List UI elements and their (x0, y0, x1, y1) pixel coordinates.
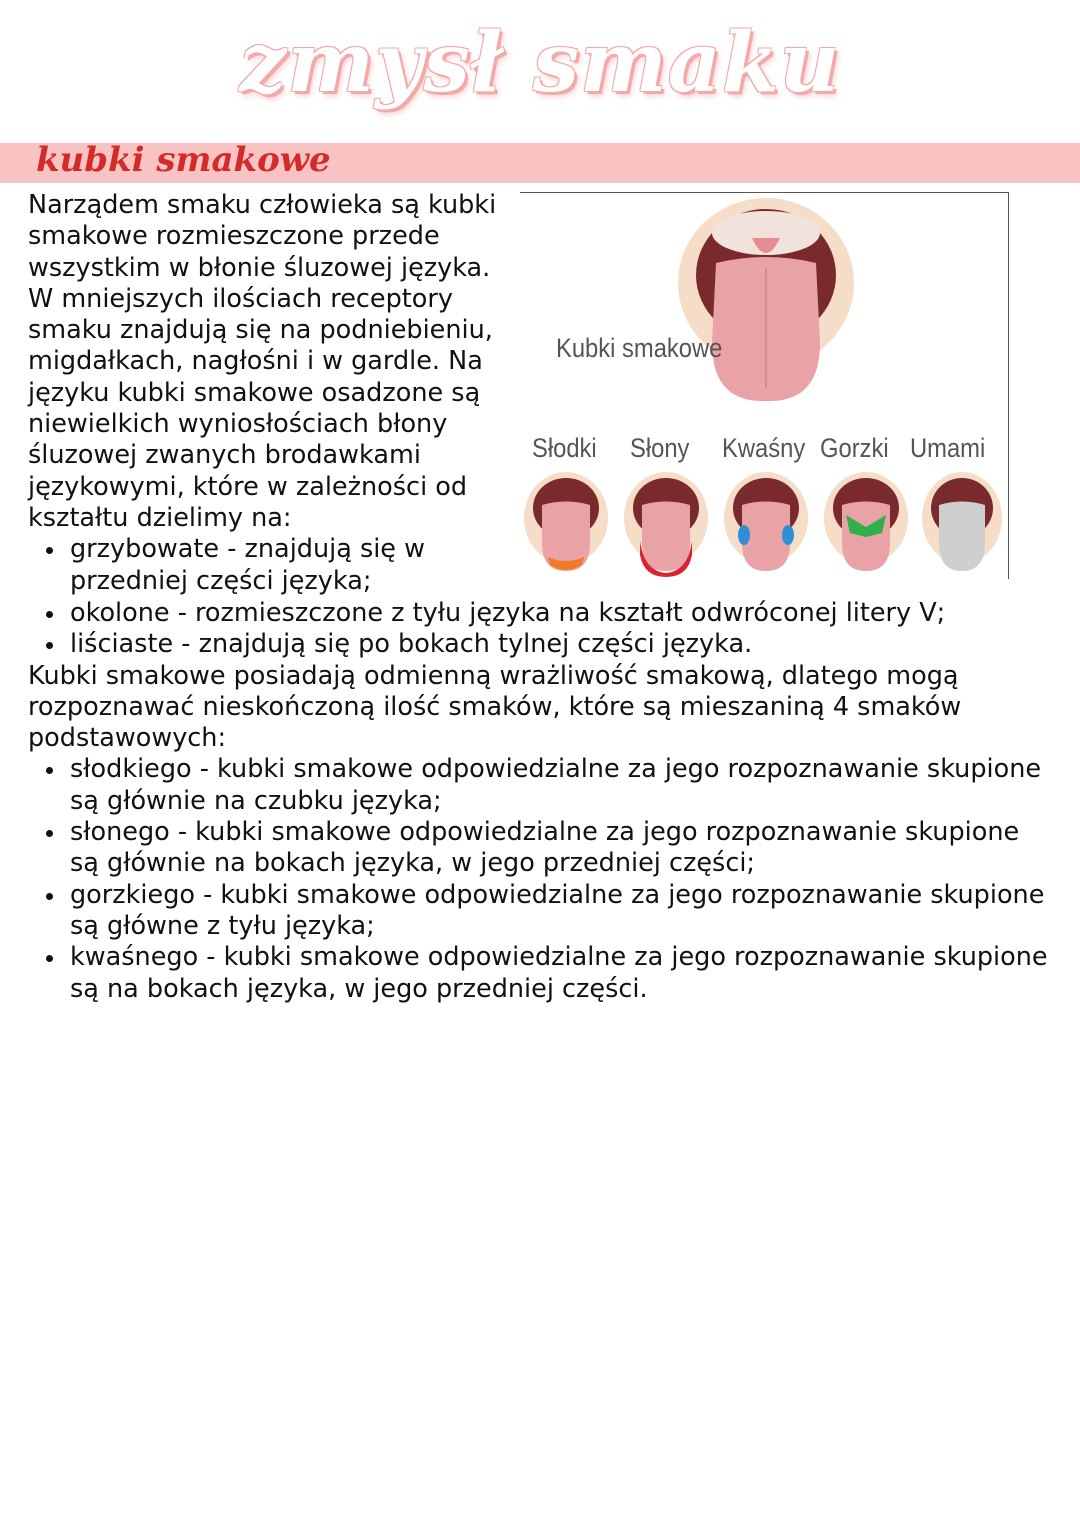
bullet-gorzki: gorzkiego - kubki smakowe odpowiedzialne za jego rozpoznawanie skupione są główne z tyłu języka; (28, 880, 1048, 943)
tongue-sweet-icon (524, 472, 608, 571)
tongue-umami-icon (922, 472, 1002, 571)
bullet-grzybowate: grzybowate - znajdują się w przedniej części języka; (28, 534, 508, 597)
taste-label-sour: Kwaśny (722, 433, 806, 463)
tongue-bitter-icon (824, 472, 908, 571)
taste-label-bitter: Gorzki (820, 433, 889, 463)
tongue-salty-icon (624, 472, 708, 577)
bullet-okolone: okolone - rozmieszczone z tyłu języka na kształt odwróconej litery V; (28, 598, 1048, 629)
large-tongue-icon (678, 198, 854, 401)
taste-label-salty: Słony (630, 433, 690, 463)
bullet-slodki: słodkiego - kubki smakowe odpowiedzialne za jego rozpoznawanie skupione są głównie na czubku języka; (28, 754, 1048, 817)
figure-caption: Kubki smakowe (556, 333, 723, 363)
intro-text-block (28, 190, 508, 597)
sensitivity-paragraph: Kubki smakowe posiadają odmienną wrażliwość smakową, dlatego mogą rozpoznawać nieskończoną ilość smaków, które są mieszaniną 4 smaków podstawowych: (28, 660, 962, 754)
bullet-lisciaste: liściaste - znajdują się po bokach tylnej części języka. (28, 629, 1048, 660)
tongue-illustration (520, 193, 1008, 579)
taste-label-umami: Umami (910, 433, 986, 463)
bullet-slony: słonego - kubki smakowe odpowiedzialne za jego rozpoznawanie skupione są głównie na bokach języka, w jego przedniej części; (28, 817, 1048, 880)
page-title: zmysł smaku (239, 15, 841, 111)
tongue-sour-icon (724, 472, 808, 571)
intro-paragraph: Narządem smaku człowieka są kubki smakowe rozmieszczone przede wszystkim w błonie śluzowej języka. W mniejszych ilościach receptory smaku znajdują się na podniebieniu, migdałkach, nagłośni i w gardle. Na języku kubki smakowe osadzone są niewielkich wyniosłościach błony śluzowej zwanych brodawkami językowymi, które w zależności od kształtu dzielimy na: (28, 190, 497, 533)
section-title: kubki smakowe (36, 140, 331, 180)
main-text-block (28, 598, 1048, 1005)
taste-map-figure (520, 192, 1009, 579)
bullet-kwasny: kwaśnego - kubki smakowe odpowiedzialne za jego rozpoznawanie skupione są na bokach języka, w jego przedniej części. (28, 942, 1048, 1005)
small-tongues (524, 472, 1002, 577)
taste-label-sweet: Słodki (532, 433, 597, 463)
